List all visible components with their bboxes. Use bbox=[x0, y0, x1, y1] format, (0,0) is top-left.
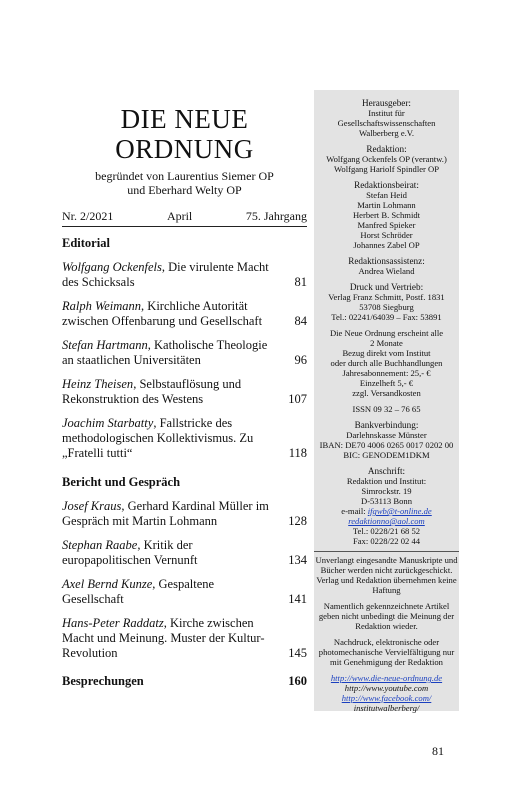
schedule-line: Jahresabonnement: 25,- € bbox=[342, 368, 431, 378]
board-line: Stefan Heid bbox=[366, 190, 407, 200]
issue-volume: 75. Jahrgang bbox=[245, 209, 307, 223]
toc-entry[interactable] bbox=[62, 499, 307, 529]
print-line: Verlag Franz Schmitt, Postf. 1831 bbox=[328, 292, 445, 302]
facebook-link[interactable]: http://www.facebook.com/ bbox=[341, 693, 432, 703]
disclaimer-manuscripts: Unverlangt eingesandte Manuskripte und Bücher werden nicht zurückgeschickt. Verlag und Redaktion übernehmen keine Haftung bbox=[315, 555, 458, 595]
divider bbox=[314, 551, 459, 552]
toc-page: 141 bbox=[288, 592, 307, 606]
toc-entry-text bbox=[62, 338, 272, 368]
assistant-name: Andrea Wieland bbox=[358, 266, 415, 276]
toc-author: Joachim Starbatty bbox=[62, 416, 154, 430]
toc-page: 134 bbox=[288, 553, 307, 567]
schedule-line: Einzelheft 5,- € bbox=[359, 378, 414, 388]
founded-line2: und Eberhard Welty OP bbox=[127, 183, 242, 197]
page-number: 81 bbox=[432, 744, 444, 758]
email-line bbox=[314, 506, 459, 516]
board-line: Herbert B. Schmidt bbox=[352, 210, 421, 220]
issue-row bbox=[62, 209, 307, 227]
toc-author: Heinz Theisen bbox=[62, 377, 134, 391]
publisher-line: Gesellschaftswissenschaften bbox=[337, 118, 436, 128]
bank-block bbox=[314, 420, 459, 460]
section-report: Bericht und Gespräch bbox=[62, 475, 181, 489]
board-line: Manfred Spieker bbox=[357, 220, 416, 230]
toc-page: 81 bbox=[294, 275, 307, 289]
toc-title: , Kritik der europapolitischen Vernunft bbox=[62, 538, 198, 567]
editor-line: Wolfgang Hariolf Spindler OP bbox=[333, 164, 440, 174]
address-label: Anschrift: bbox=[367, 466, 406, 476]
editors-label: Redaktion: bbox=[366, 144, 407, 154]
issn: ISSN 09 32 – 76 65 bbox=[352, 404, 421, 414]
founded-line1: begründet von Laurentius Siemer OP bbox=[95, 169, 274, 183]
toc-author: Stephan Raabe bbox=[62, 538, 138, 552]
bank-line: BIC: GENODEM1DKM bbox=[343, 450, 430, 460]
toc-title: , Gespaltene Gesellschaft bbox=[62, 577, 215, 606]
publisher-label: Herausgeber: bbox=[362, 98, 411, 108]
journal-title-line1: DIE NEUE bbox=[120, 104, 249, 134]
toc-entry-text bbox=[62, 416, 272, 461]
board-line: Horst Schröder bbox=[360, 230, 413, 240]
left-column bbox=[62, 98, 307, 689]
publisher-line: Walberberg e.V. bbox=[358, 128, 415, 138]
toc-entry[interactable] bbox=[62, 538, 307, 568]
youtube-link[interactable]: http://www.youtube.com bbox=[344, 683, 429, 693]
toc-entry[interactable] bbox=[62, 616, 307, 661]
issue-month: April bbox=[166, 209, 193, 223]
toc-entry-text bbox=[62, 377, 272, 407]
toc-page: 128 bbox=[288, 514, 307, 528]
schedule-line: Bezug direkt vom Institut bbox=[342, 348, 431, 358]
reviews-heading: Besprechungen bbox=[62, 674, 144, 688]
address-line: Simrockstr. 19 bbox=[361, 486, 412, 496]
schedule-block bbox=[314, 328, 459, 398]
fax-line: Fax: 0228/22 02 44 bbox=[352, 536, 421, 546]
journal-title-line2: ORDNUNG bbox=[115, 134, 254, 164]
toc-entry[interactable] bbox=[62, 260, 307, 290]
toc-entry-text bbox=[62, 260, 272, 290]
toc-title: , Selbstauflösung und Rekonstruktion des Westens bbox=[62, 377, 242, 406]
toc-page: 145 bbox=[288, 646, 307, 660]
schedule-line: oder durch alle Buchhandlungen bbox=[330, 358, 443, 368]
facebook-link-cont[interactable]: institutwalberberg/ bbox=[353, 703, 420, 713]
schedule-line: 2 Monate bbox=[370, 338, 403, 348]
toc-page: 84 bbox=[294, 314, 307, 328]
links-block bbox=[314, 673, 459, 713]
toc-page: 107 bbox=[288, 392, 307, 406]
toc-title: , Kirchliche Autorität zwischen Offenbarung und Gesellschaft bbox=[62, 299, 263, 328]
issue-number: Nr. 2/2021 bbox=[62, 209, 114, 223]
toc-entry[interactable] bbox=[62, 416, 307, 461]
section-editorial: Editorial bbox=[62, 236, 110, 250]
toc-author: Stefan Hartmann bbox=[62, 338, 148, 352]
board-label: Redaktionsbeirat: bbox=[354, 180, 419, 190]
toc-entry[interactable] bbox=[62, 377, 307, 407]
schedule-line: Die Neue Ordnung erscheint alle bbox=[329, 328, 444, 338]
toc-entry-text bbox=[62, 616, 272, 661]
bank-label: Bankverbindung: bbox=[354, 420, 419, 430]
toc-entry-text bbox=[62, 577, 272, 607]
toc-title: , Die virulente Macht des Schicksals bbox=[62, 260, 269, 289]
reviews-page: 160 bbox=[288, 674, 307, 688]
board-line: Johannes Zabel OP bbox=[353, 240, 420, 250]
email-link-1[interactable]: ifgwb@t-online.de bbox=[367, 506, 432, 516]
assistant-label: Redaktionsassistenz: bbox=[348, 256, 425, 266]
toc-entry[interactable] bbox=[62, 299, 307, 329]
email-link-2[interactable]: redaktionno@aol.com bbox=[348, 516, 425, 526]
editor-line: Wolfgang Ockenfels OP (verantw.) bbox=[326, 154, 447, 164]
website-link[interactable]: http://www.die-neue-ordnung.de bbox=[330, 673, 443, 683]
assistant-block bbox=[314, 256, 459, 276]
toc-author: Josef Kraus bbox=[62, 499, 122, 513]
schedule-line: zzgl. Versandkosten bbox=[352, 388, 421, 398]
report-list bbox=[62, 499, 307, 661]
toc-title: , Kirche zwischen Macht und Meinung. Muster der Kultur-Revolution bbox=[62, 616, 265, 660]
publisher-block bbox=[314, 98, 459, 138]
imprint-box bbox=[314, 90, 459, 711]
toc-page: 96 bbox=[294, 353, 307, 367]
address-line: Redaktion und Institut: bbox=[346, 476, 427, 486]
board-line: Martin Lohmann bbox=[357, 200, 416, 210]
toc-author: Axel Bernd Kunze bbox=[62, 577, 153, 591]
email-prefix: e-mail: bbox=[341, 506, 368, 516]
editors-block bbox=[314, 144, 459, 174]
address-line: D-53113 Bonn bbox=[360, 496, 412, 506]
address-block bbox=[314, 466, 459, 546]
toc-title: , Fallstricke des methodologischen Kollektivismus. Zu „Fratelli tutti“ bbox=[62, 416, 254, 460]
toc-entry[interactable] bbox=[62, 577, 307, 607]
print-block bbox=[314, 282, 459, 322]
toc-entry-text bbox=[62, 538, 272, 568]
toc-author: Ralph Weimann bbox=[62, 299, 142, 313]
bank-line: IBAN: DE70 4006 0265 0017 0202 00 bbox=[319, 440, 454, 450]
disclaimer-opinion: Namentlich gekennzeichnete Artikel geben nicht unbedingt die Meinung der Redaktion wieder. bbox=[318, 601, 455, 631]
toc-entry[interactable] bbox=[62, 338, 307, 368]
print-label: Druck und Vertrieb: bbox=[349, 282, 424, 292]
toc-entry-text bbox=[62, 499, 272, 529]
phone-line: Tel.: 0228/21 68 52 bbox=[352, 526, 421, 536]
toc-page: 118 bbox=[288, 446, 307, 460]
disclaimer-reprint: Nachdruck, elektronische oder photomechanische Vervielfältigung nur mit Genehmigung der Redaktion bbox=[318, 637, 455, 667]
publisher-line: Institut für bbox=[368, 108, 405, 118]
bank-line: Darlehnskasse Münster bbox=[346, 430, 427, 440]
toc-title: , Gerhard Kardinal Müller im Gespräch mit Martin Lohmann bbox=[62, 499, 269, 528]
toc-title: , Katholische Theologie an staatlichen Universitäten bbox=[62, 338, 268, 367]
editorial-list bbox=[62, 260, 307, 461]
board-block bbox=[314, 180, 459, 250]
section-reviews bbox=[62, 674, 307, 689]
toc-author: Wolfgang Ockenfels bbox=[62, 260, 162, 274]
print-line: 53708 Siegburg bbox=[359, 302, 414, 312]
toc-entry-text bbox=[62, 299, 272, 329]
print-line: Tel.: 02241/64039 – Fax: 53891 bbox=[331, 312, 442, 322]
toc-author: Hans-Peter Raddatz bbox=[62, 616, 164, 630]
